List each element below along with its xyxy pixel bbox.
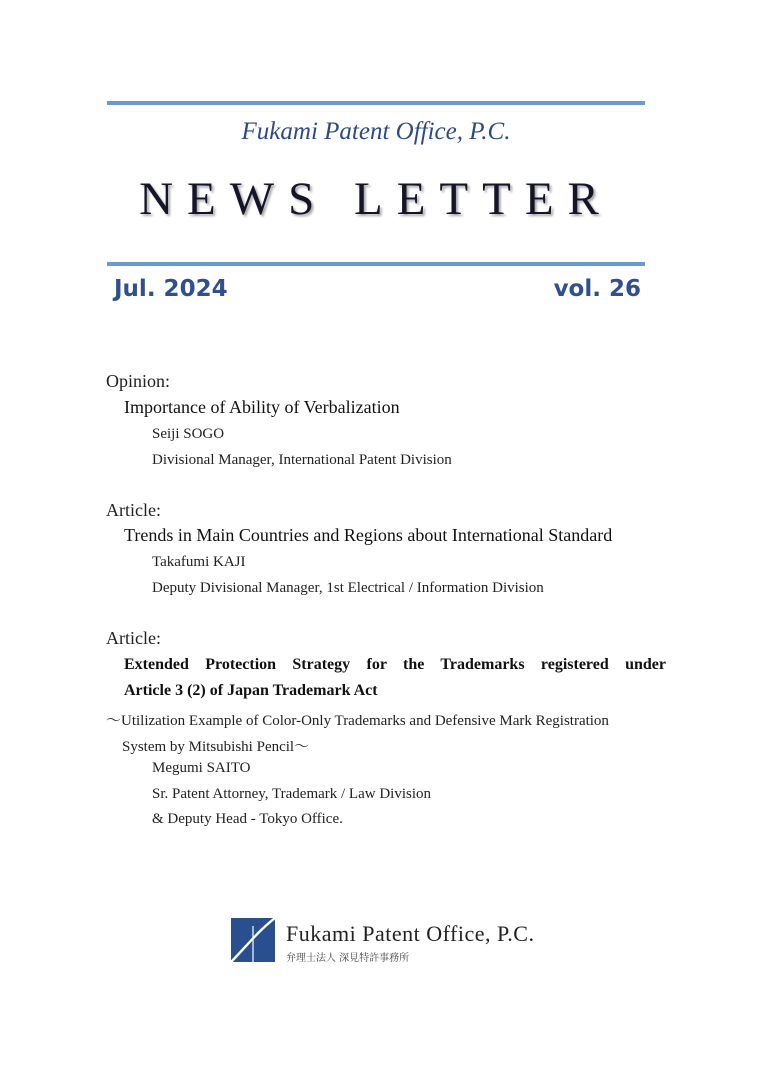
article2-title-line1: Extended Protection Strategy for the Trademarks registered under (124, 656, 666, 673)
article2-subtitle-line2: System by Mitsubishi Pencil～ (122, 739, 310, 755)
newsletter-title: NEWS LETTER (139, 173, 613, 225)
article2-position-line1: Sr. Patent Attorney, Trademark / Law Division (152, 786, 432, 802)
issue-volume: vol. 26 (553, 276, 641, 302)
issue-date: Jul. 2024 (114, 276, 228, 302)
opinion-author: Seiji SOGO (152, 426, 225, 442)
article1-heading: Article: (106, 500, 161, 520)
footer-office-name-japanese: 弁理士法人 深見特許事務所 (286, 953, 410, 964)
opinion-title: Importance of Ability of Verbalization (124, 397, 400, 417)
article2-title-line2: Article 3 (2) of Japan Trademark Act (124, 682, 378, 699)
article1-author: Takafumi KAJI (152, 554, 246, 570)
top-rule (107, 101, 645, 105)
footer-office-name: Fukami Patent Office, P.C. (286, 921, 535, 946)
article1-position: Deputy Divisional Manager, 1st Electrical / Information Division (152, 580, 544, 596)
article2-heading: Article: (106, 628, 161, 648)
article2-author: Megumi SAITO (152, 760, 251, 776)
opinion-position: Divisional Manager, International Patent Division (152, 452, 452, 468)
article2-subtitle-line1: ～Utilization Example of Color-Only Trademarks and Defensive Mark Registration (106, 713, 609, 729)
article1-title: Trends in Main Countries and Regions about International Standard (124, 525, 613, 545)
opinion-heading: Opinion: (106, 371, 171, 391)
company-logo-icon (231, 918, 275, 962)
article2-position-line2: & Deputy Head - Tokyo Office. (152, 811, 343, 827)
bottom-rule (107, 262, 645, 266)
office-name-header: Fukami Patent Office, P.C. (241, 118, 511, 145)
